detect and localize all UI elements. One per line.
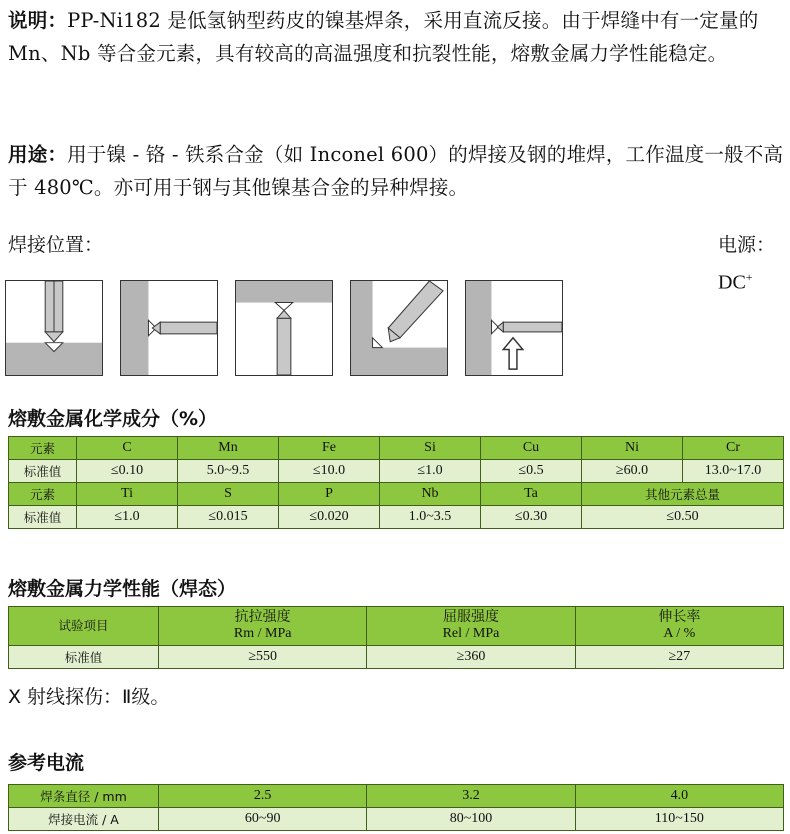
position-overhead-icon xyxy=(235,280,333,376)
description-label: 说明： xyxy=(8,9,68,32)
table-cell: Mn xyxy=(178,437,279,460)
power-polarity: + xyxy=(745,270,753,284)
mech-header-row xyxy=(9,607,784,646)
table-cell: 元素 xyxy=(9,437,77,460)
power-current-type: DC xyxy=(718,271,746,294)
table-cell: ≤1.0 xyxy=(77,506,178,529)
table-cell: S xyxy=(178,483,279,506)
table-cell: Cu xyxy=(481,437,582,460)
current-table xyxy=(8,784,784,831)
tensile-unit: Rm / MPa xyxy=(233,626,292,641)
position-horizontal-icon xyxy=(120,280,218,376)
table-cell: C xyxy=(77,437,178,460)
elongation-label: 伸长率 xyxy=(658,610,701,625)
table-cell: ≥360 xyxy=(367,646,575,669)
table-cell: ≥550 xyxy=(159,646,367,669)
table-cell: 标准值 xyxy=(9,646,159,669)
table-cell: 其他元素总量 xyxy=(582,483,784,506)
chem-row2-header xyxy=(9,483,784,506)
table-cell xyxy=(159,607,367,646)
table-cell xyxy=(575,607,783,646)
usage-label: 用途： xyxy=(8,143,68,166)
table-cell: ≥27 xyxy=(575,646,783,669)
table-cell: 3.2 xyxy=(367,785,575,808)
table-cell: ≤0.5 xyxy=(481,460,582,483)
table-cell: ≤0.10 xyxy=(77,460,178,483)
chem-row1-header xyxy=(9,437,784,460)
table-cell: ≤1.0 xyxy=(380,460,481,483)
table-cell: Nb xyxy=(380,483,481,506)
table-cell: P xyxy=(279,483,380,506)
current-title: 参考电流 xyxy=(8,752,85,774)
chem-row2-values xyxy=(9,506,784,529)
tensile-label: 抗拉强度 xyxy=(234,610,291,625)
table-cell: Si xyxy=(380,437,481,460)
position-fillet-icon xyxy=(350,280,448,376)
table-cell: 80~100 xyxy=(367,808,575,831)
description-paragraph xyxy=(8,4,784,70)
table-cell: 标准值 xyxy=(9,460,77,483)
table-cell: 元素 xyxy=(9,483,77,506)
yield-label: 屈服强度 xyxy=(442,610,499,625)
table-cell: Ti xyxy=(77,483,178,506)
power-label: 电源： xyxy=(718,234,776,256)
position-flat-icon xyxy=(5,280,103,376)
table-cell: Ta xyxy=(481,483,582,506)
table-cell: 5.0~9.5 xyxy=(178,460,279,483)
table-cell xyxy=(367,607,575,646)
usage-text: 用于镍 - 铬 - 铁系合金（如 Inconel 600）的焊接及钢的堆焊，工作温度一般不高于 480℃。亦可用于钢与其他镍基合金的异种焊接。 xyxy=(8,143,784,199)
mech-title: 熔敷金属力学性能（焊态） xyxy=(8,578,237,600)
table-cell: ≤10.0 xyxy=(279,460,380,483)
table-cell: 4.0 xyxy=(575,785,783,808)
table-cell: 1.0~3.5 xyxy=(380,506,481,529)
table-cell: ≤0.30 xyxy=(481,506,582,529)
mech-values-row xyxy=(9,646,784,669)
elongation-unit: A / % xyxy=(663,626,696,641)
table-cell: 2.5 xyxy=(159,785,367,808)
table-cell: ≥60.0 xyxy=(582,460,683,483)
table-cell: 110~150 xyxy=(575,808,783,831)
usage-paragraph xyxy=(8,138,784,204)
table-cell: 试验项目 xyxy=(9,607,159,646)
mech-table xyxy=(8,606,784,669)
yield-unit: Rel / MPa xyxy=(442,626,500,641)
table-cell: Cr xyxy=(683,437,784,460)
table-cell: ≤0.50 xyxy=(582,506,784,529)
position-vertical-up-icon xyxy=(465,280,563,376)
current-header-row xyxy=(9,785,784,808)
table-cell: 焊接电流 / A xyxy=(9,808,159,831)
table-cell: 60~90 xyxy=(159,808,367,831)
description-text: PP-Ni182 是低氢钠型药皮的镍基焊条，采用直流反接。由于焊缝中有一定量的Mn、Nb 等合金元素，具有较高的高温强度和抗裂性能，熔敷金属力学性能稳定。 xyxy=(8,9,759,65)
welding-position-label: 焊接位置： xyxy=(8,234,104,256)
table-cell: Ni xyxy=(582,437,683,460)
table-cell: 标准值 xyxy=(9,506,77,529)
table-cell: 焊条直径 / mm xyxy=(9,785,159,808)
table-cell: Fe xyxy=(279,437,380,460)
table-cell: 13.0~17.0 xyxy=(683,460,784,483)
current-values-row xyxy=(9,808,784,831)
power-value xyxy=(718,270,753,295)
table-cell: ≤0.020 xyxy=(279,506,380,529)
chem-row1-values xyxy=(9,460,784,483)
chem-title: 熔敷金属化学成分（%） xyxy=(8,408,218,430)
chem-table xyxy=(8,436,784,529)
xray-text: X 射线探伤：Ⅱ级。 xyxy=(8,686,170,708)
table-cell: ≤0.015 xyxy=(178,506,279,529)
